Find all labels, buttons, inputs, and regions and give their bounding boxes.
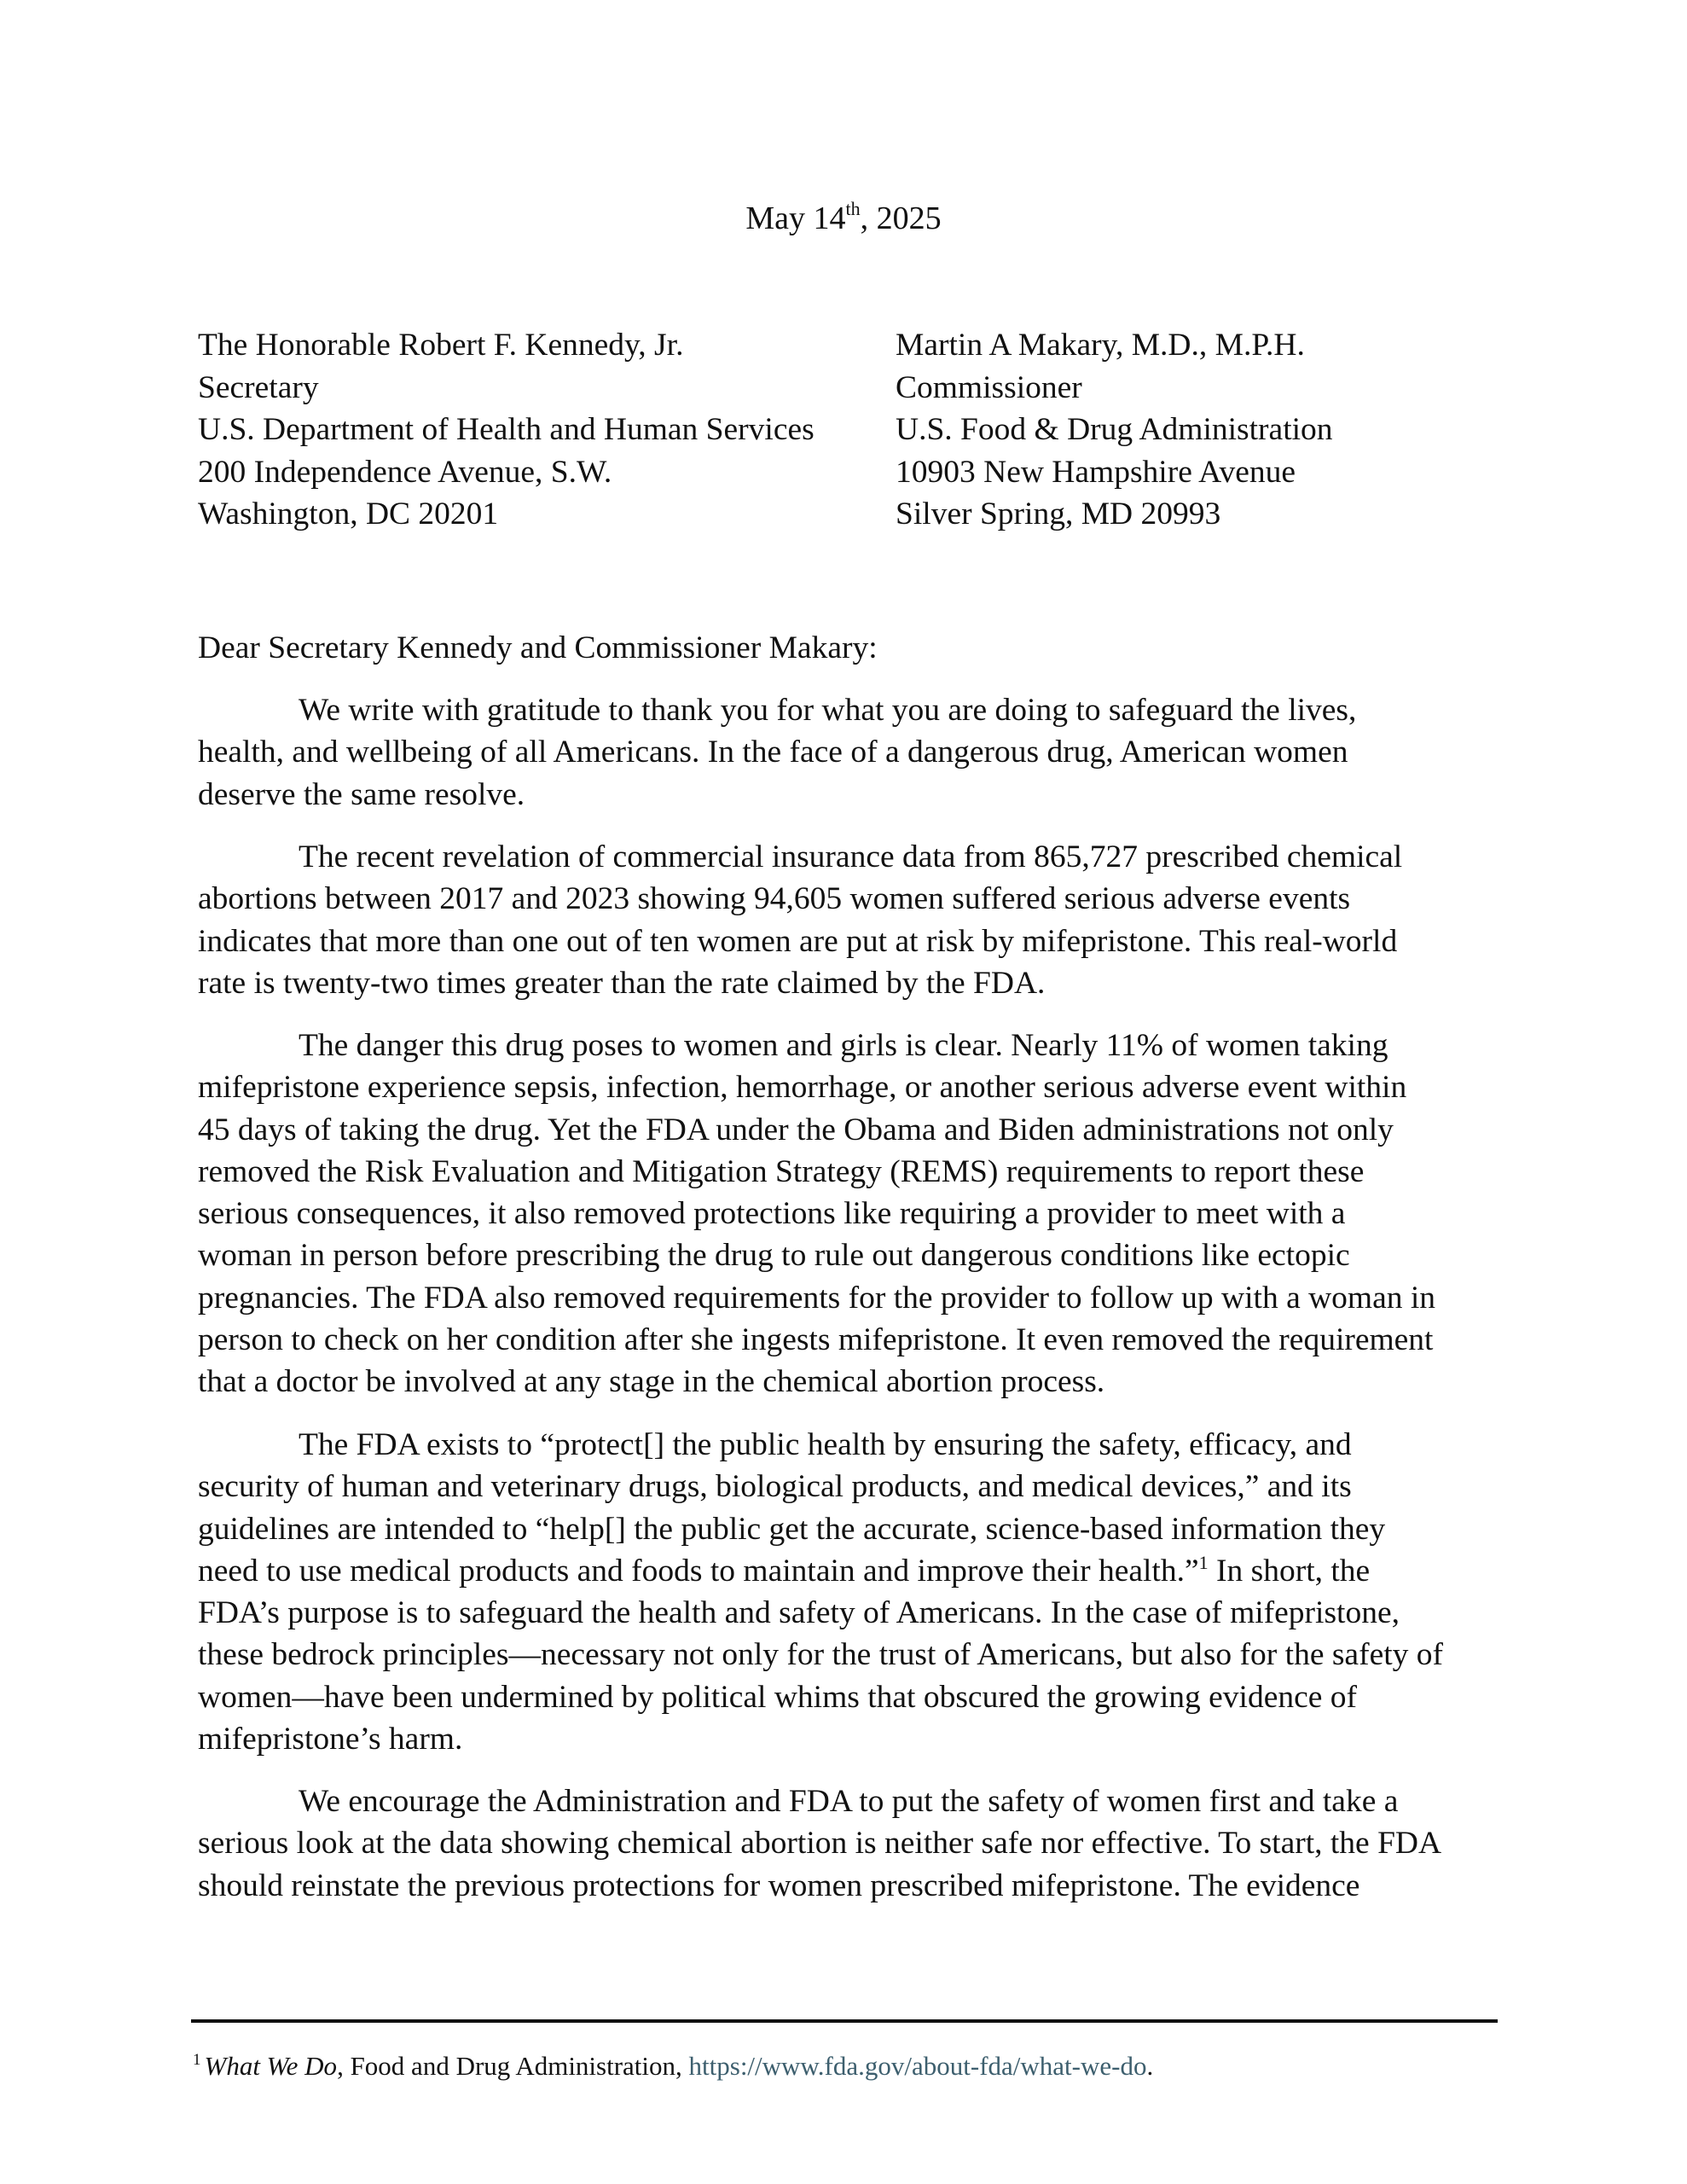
date-day: May 14	[745, 200, 846, 236]
address-line: Secretary	[198, 369, 319, 405]
salutation: Dear Secretary Kennedy and Commissioner Makary:	[198, 630, 878, 665]
address-line: Silver Spring, MD 20993	[896, 497, 1221, 531]
paragraph-line: mifepristone’s harm.	[198, 1722, 463, 1757]
paragraph-line: We encourage the Administration and FDA to put the safety of women first and take a	[299, 1784, 1399, 1819]
footnote-reference[interactable]: 1	[1198, 1551, 1209, 1573]
paragraph-line: indicates that more than one out of ten women are put at risk by mifepristone. This real-world	[198, 923, 1398, 959]
paragraph-5	[198, 1780, 1441, 1907]
address-line: Martin A Makary, M.D., M.P.H.	[896, 328, 1305, 363]
paragraph-line: deserve the same resolve.	[198, 776, 525, 812]
footnote-number: 1	[193, 2051, 201, 2069]
paragraph-line: We write with gratitude to thank you for what you are doing to safeguard the lives,	[299, 693, 1357, 728]
paragraph-line: The recent revelation of commercial insurance data from 865,727 prescribed chemical	[299, 839, 1403, 874]
address-line: 200 Independence Avenue, S.W.	[198, 454, 612, 490]
date-year: , 2025	[860, 200, 942, 236]
paragraph-line	[198, 1550, 1443, 1592]
address-line: U.S. Department of Health and Human Services	[198, 412, 815, 447]
footnote-separator	[191, 2019, 1498, 2023]
address-line: Commissioner	[896, 369, 1082, 405]
paragraph-2	[198, 836, 1402, 1004]
address-line: The Honorable Robert F. Kennedy, Jr.	[198, 328, 684, 363]
paragraph-line: health, and wellbeing of all Americans. In the face of a dangerous drug, American women	[198, 735, 1348, 770]
date-ordinal: th	[845, 198, 861, 219]
footnote-1	[193, 2049, 1153, 2083]
paragraph-line: person to check on her condition after she ingests mifepristone. It even removed the requirement	[198, 1322, 1434, 1358]
line-text: need to use medical products and foods to maintain and improve their health.”	[198, 1553, 1199, 1589]
paragraph-4	[198, 1424, 1443, 1760]
paragraph-line: women—have been undermined by political whims that obscured the growing evidence of	[198, 1679, 1357, 1715]
paragraph-line: rate is twenty-two times greater than the rate claimed by the FDA.	[198, 965, 1046, 1001]
address-line: 10903 New Hampshire Avenue	[896, 454, 1296, 490]
paragraph-line: FDA’s purpose is to safeguard the health and safety of Americans. In the case of mifepristone,	[198, 1595, 1400, 1631]
paragraph-line: these bedrock principles—necessary not only for the trust of Americans, but also for the safety of	[198, 1637, 1443, 1673]
letter-date	[0, 198, 1687, 239]
paragraph-line: guidelines are intended to “help[] the public get the accurate, science-based information they	[198, 1511, 1386, 1547]
recipient-address-makary	[896, 324, 1333, 536]
paragraph-line: serious consequences, it also removed protections like requiring a provider to meet with a	[198, 1196, 1346, 1232]
paragraph-line: pregnancies. The FDA also removed requirements for the provider to follow up with a woman in	[198, 1280, 1436, 1316]
footnote-source-title: What We Do	[204, 2051, 338, 2081]
paragraph-line: mifepristone experience sepsis, infection, hemorrhage, or another serious adverse event within	[198, 1070, 1407, 1106]
paragraph-1	[198, 689, 1356, 816]
paragraph-line: security of human and veterinary drugs, biological products, and medical devices,” and its	[198, 1469, 1352, 1505]
footnote-link[interactable]: https://www.fda.gov/about-fda/what-we-do	[688, 2051, 1147, 2081]
paragraph-line: woman in person before prescribing the drug to rule out dangerous conditions like ectopic	[198, 1238, 1350, 1274]
paragraph-line: that a doctor be involved at any stage in the chemical abortion process.	[198, 1364, 1105, 1400]
recipient-address-kennedy	[198, 324, 815, 536]
paragraph-line: abortions between 2017 and 2023 showing 94,605 women suffered serious adverse events	[198, 881, 1351, 917]
paragraph-line: serious look at the data showing chemical abortion is neither safe nor effective. To start, the FDA	[198, 1826, 1442, 1862]
line-text: In short, the	[1208, 1553, 1371, 1589]
footnote-end: .	[1146, 2051, 1154, 2081]
paragraph-line: removed the Risk Evaluation and Mitigation Strategy (REMS) requirements to report these	[198, 1153, 1365, 1189]
address-line: U.S. Food & Drug Administration	[896, 412, 1333, 447]
paragraph-line: should reinstate the previous protections for women prescribed mifepristone. The evidence	[198, 1867, 1360, 1903]
paragraph-line: The danger this drug poses to women and girls is clear. Nearly 11% of women taking	[299, 1028, 1388, 1063]
footnote-text: , Food and Drug Administration,	[337, 2051, 689, 2081]
paragraph-line: 45 days of taking the drug. Yet the FDA under the Obama and Biden administrations not only	[198, 1112, 1394, 1147]
address-line: Washington, DC 20201	[198, 497, 499, 531]
paragraph-line: The FDA exists to “protect[] the public health by ensuring the safety, efficacy, and	[299, 1427, 1352, 1462]
paragraph-3	[198, 1025, 1435, 1403]
